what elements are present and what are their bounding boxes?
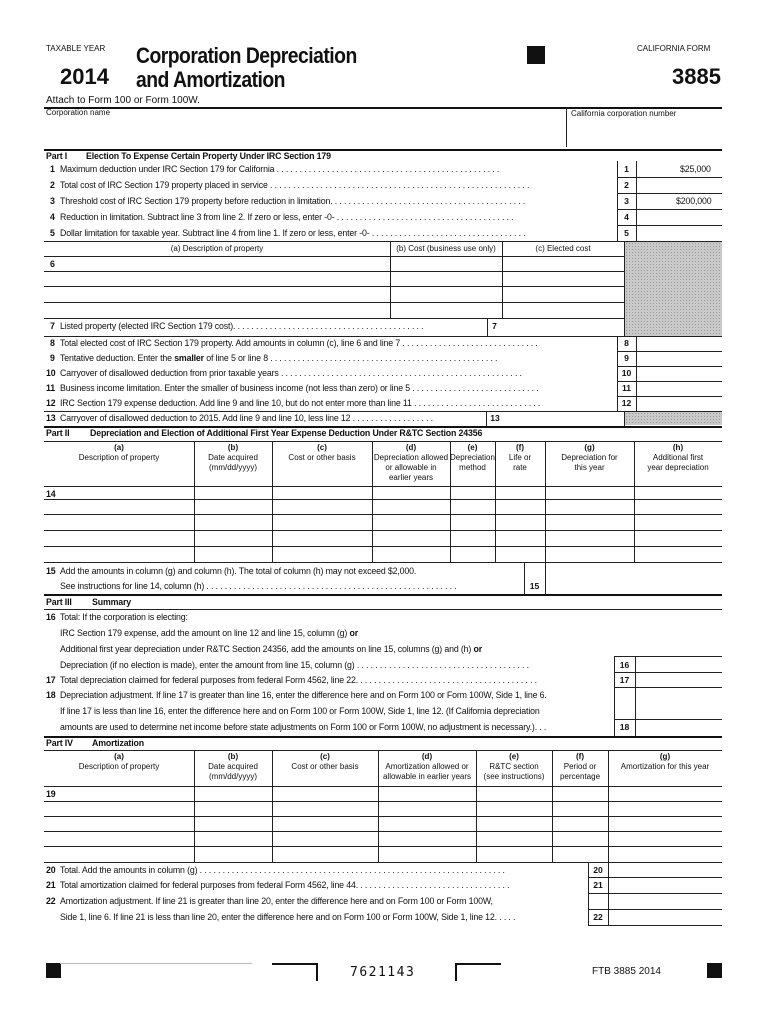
line9-box: 9 <box>624 353 629 363</box>
california-form-label: CALIFORNIA FORM <box>637 44 711 53</box>
form-number: 3885 <box>672 64 721 89</box>
part4-col-header-4 <box>476 752 552 782</box>
corporation-number-field[interactable] <box>568 118 722 146</box>
shaded-area-line6-7 <box>625 242 722 336</box>
line12-box: 12 <box>621 398 632 408</box>
line16-amount[interactable] <box>637 657 722 672</box>
line8-box: 8 <box>624 338 629 348</box>
line13-box: 13 <box>490 413 500 423</box>
part2-col-label: Description of property <box>78 453 160 462</box>
part2-col-header-4 <box>450 443 495 473</box>
line21-amount[interactable] <box>610 878 722 893</box>
part4-col-letter: (a) <box>114 752 124 761</box>
part4-col-letter: (g) <box>659 752 671 761</box>
line3-box: 3 <box>624 196 629 206</box>
part4-col-letter: (d) <box>421 752 433 761</box>
part2-col-letter: (f) <box>516 443 524 452</box>
line21-num: 21 <box>46 880 56 890</box>
line15-box: 15 <box>529 581 540 591</box>
footer-registration-mark-left <box>46 963 61 978</box>
line22-box: 22 <box>593 912 603 922</box>
p1-col-b-header: (b) Cost (business use only) <box>396 244 496 253</box>
line22-amount[interactable] <box>610 910 722 925</box>
part2-title: Part II <box>46 428 70 438</box>
line18-num: 18 <box>46 690 56 700</box>
line12-text: IRC Section 179 expense deduction. Add line 9 and line 10, but do not enter more than line 11 . . . . . . . . . . . . . . . . . . . . . . . . . . . . <box>60 398 541 408</box>
part2-col-header-7 <box>634 443 722 473</box>
part4-col-label: Cost or other basis <box>291 762 359 771</box>
line9-amount[interactable] <box>637 352 722 366</box>
form-title-line2: and Amortization <box>136 67 285 92</box>
line7-num: 7 <box>50 321 55 331</box>
line4-box: 4 <box>624 212 629 222</box>
line17-box: 17 <box>619 675 630 685</box>
corporation-name-field[interactable] <box>46 118 564 146</box>
part4-heading: Amortization <box>92 738 144 748</box>
barcode-number: 7621143 <box>350 965 416 980</box>
line7-text: Listed property (elected IRC Section 179 cost). . . . . . . . . . . . . . . . . . . . . . . . . . . . . . . . . . . . . . . . . . <box>60 321 424 331</box>
part1-heading: Election To Expense Certain Property Under IRC Section 179 <box>86 151 331 161</box>
line18-text3: amounts are used to determine net income before state adjustments on Form 100 or Form 100W, no adjustment is necessary.). . . <box>60 722 547 732</box>
line15-text2: See instructions for line 14, column (h) . . . . . . . . . . . . . . . . . . . . . . . . . . . . . . . . . . . . . . . . . . . . . . . . . . . . . . . <box>60 581 457 591</box>
line15-num: 15 <box>46 566 56 576</box>
part2-col-label: Cost or other basis <box>288 453 356 462</box>
line17-num: 17 <box>46 675 56 685</box>
part2-col-label: Depreciation method <box>450 453 495 472</box>
line2-amount[interactable] <box>637 178 722 193</box>
line1-value: $25,000 <box>680 164 711 174</box>
line10-text: Carryover of disallowed deduction from prior taxable years . . . . . . . . . . . . . . . . . . . . . . . . . . . . . . . . . . . . . . . . . . . . . . . . . . . . . <box>60 368 522 378</box>
line10-num: 10 <box>46 368 56 378</box>
line20-amount[interactable] <box>610 863 722 877</box>
line21-text: Total amortization claimed for federal purposes from federal Form 4562, line 44. . . . . . . . . . . . . . . . . . . . . . . . . . . . . . . . . . <box>60 880 510 890</box>
part4-col-letter: (e) <box>509 752 519 761</box>
line5-amount[interactable] <box>637 226 722 241</box>
line3-text: Threshold cost of IRC Section 179 property before reduction in limitation. . . . . . . . . . . . . . . . . . . . . . . . . . . . . . . . . . . . . . . . . . . <box>60 196 526 206</box>
line14-num: 14 <box>46 489 56 499</box>
part4-col-letter: (c) <box>320 752 330 761</box>
line22-text1: Amortization adjustment. If line 21 is greater than line 20, enter the difference here and on Form 100 or Form 100W, <box>60 896 493 906</box>
line18-text2: If line 17 is less than line 16, enter the difference here and on Form 100 or Form 100W, Side 1, line 12. (If California depreciation <box>60 706 540 716</box>
taxable-year-label: TAXABLE YEAR <box>46 44 106 53</box>
line16-text3: Additional first year depreciation under R&TC Section 24356, add the amounts on line 15, columns (g) and (h) or <box>60 644 482 654</box>
footer-registration-mark-right <box>707 963 722 978</box>
line8-amount[interactable] <box>637 337 722 351</box>
footer-form-id: FTB 3885 2014 <box>592 966 661 977</box>
line20-text: Total. Add the amounts in column (g) . . . . . . . . . . . . . . . . . . . . . . . . . . . . . . . . . . . . . . . . . . . . . . . . . . . . . . . . . . . . . . . . . . . <box>60 865 505 875</box>
line18-box: 18 <box>619 722 630 732</box>
line21-box: 21 <box>593 880 603 890</box>
line1-text: Maximum deduction under IRC Section 179 for California . . . . . . . . . . . . . . . . . . . . . . . . . . . . . . . . . . . . . . . . . . . . . . . . . <box>60 164 500 174</box>
part3-heading: Summary <box>92 597 132 607</box>
part2-col-label: Depreciation for this year <box>561 453 618 472</box>
part2-col-header-5 <box>495 443 545 473</box>
line14-row1-date[interactable] <box>196 500 270 514</box>
line6-num: 6 <box>50 259 55 269</box>
part4-col-label: Date acquired (mm/dd/yyyy) <box>208 762 258 781</box>
line5-num: 5 <box>50 228 55 238</box>
part2-col-header-0 <box>44 443 194 463</box>
part4-col-label: Description of property <box>78 762 160 771</box>
line5-box: 5 <box>624 228 629 238</box>
corporation-name-label: Corporation name <box>46 108 111 117</box>
line16-text1: Total: If the corporation is electing: <box>60 612 188 622</box>
part4-col-header-3 <box>378 752 476 782</box>
shaded-area-line13 <box>625 412 722 425</box>
part4-col-letter: (b) <box>227 752 239 761</box>
line11-num: 11 <box>46 383 55 393</box>
part4-col-header-0 <box>44 752 194 772</box>
line22-num: 22 <box>46 896 56 906</box>
part2-col-header-1 <box>194 443 272 473</box>
line20-box: 20 <box>593 865 603 875</box>
part4-col-label: Amortization for this year <box>620 762 710 771</box>
part2-heading: Depreciation and Election of Additional First Year Expense Deduction Under R&TC Section 24356 <box>90 428 483 438</box>
tax-year: 2014 <box>60 64 109 89</box>
part2-col-header-2 <box>272 443 372 463</box>
line16-num: 16 <box>46 612 56 622</box>
line16-box: 16 <box>619 660 630 670</box>
line13-text: Carryover of disallowed deduction to 2015. Add line 9 and line 10, less line 12 . . . . . . . . . . . . . . . . . . <box>60 413 433 423</box>
part4-col-label: Amortization allowed or allowable in earlier years <box>382 762 472 781</box>
part2-col-label: Depreciation allowed or allowable in earlier years <box>373 453 449 482</box>
line19-num: 19 <box>46 789 56 799</box>
line5-text: Dollar limitation for taxable year. Subtract line 4 from line 1. If zero or less, enter -0- . . . . . . . . . . . . . . . . . . . . . . . . . . . . . . . . . . <box>60 228 526 238</box>
line9-num: 9 <box>50 353 55 363</box>
line15-col-h-amount[interactable] <box>636 578 722 593</box>
part3-title: Part III <box>46 597 72 607</box>
line2-num: 2 <box>50 180 55 190</box>
line20-num: 20 <box>46 865 56 875</box>
line16-text4: Depreciation (if no election is made), enter the amount from line 15, column (g) . . . . . . . . . . . . . . . . . . . . . . . . . . . . . . . . . . . . . . <box>60 660 529 670</box>
line9-text: Tentative deduction. Enter the smaller of line 5 or line 8 . . . . . . . . . . . . . . . . . . . . . . . . . . . . . . . . . . . . . . . . . . . . . . . . . . <box>60 353 498 363</box>
part2-col-letter: (a) <box>114 443 124 452</box>
line6-row1-description[interactable] <box>60 257 388 271</box>
line15-text1: Add the amounts in column (g) and column (h). The total of column (h) may not exceed $2,000. <box>60 566 417 576</box>
part4-title: Part IV <box>46 738 73 748</box>
line6-row1-elected[interactable] <box>504 257 622 271</box>
p1-col-a-header: (a) Description of property <box>170 244 264 253</box>
part4-col-header-1 <box>194 752 272 782</box>
part4-col-header-5 <box>552 752 608 782</box>
line17-amount[interactable] <box>637 673 722 687</box>
part2-col-letter: (b) <box>227 443 239 452</box>
line22-text2: Side 1, line 6. If line 21 is less than line 20, enter the difference here and on Form 100 or Form 100W, Side 1, line 12. . . . . <box>60 912 516 922</box>
line3-value: $200,000 <box>676 196 712 206</box>
part4-col-header-2 <box>272 752 378 772</box>
line14-row1-description[interactable] <box>46 500 194 514</box>
line19-row1-description[interactable] <box>46 802 192 816</box>
part2-col-label: Date acquired (mm/dd/yyyy) <box>208 453 258 472</box>
part2-col-letter: (e) <box>467 443 478 452</box>
line7-box: 7 <box>492 321 497 331</box>
line1-box: 1 <box>624 164 629 174</box>
line8-num: 8 <box>50 338 55 348</box>
line10-amount[interactable] <box>637 367 722 381</box>
line4-amount[interactable] <box>637 210 722 225</box>
part2-col-letter: (d) <box>405 443 417 452</box>
part2-col-header-3 <box>372 443 450 483</box>
part4-col-label: Period or percentage <box>559 762 601 781</box>
line10-box: 10 <box>621 368 632 378</box>
part4-col-header-6 <box>608 752 722 772</box>
part2-col-header-6 <box>545 443 634 473</box>
line11-text: Business income limitation. Enter the smaller of business income (not less than zero) or line 5 . . . . . . . . . . . . . . . . . . . . . . . . . . . . <box>60 383 539 393</box>
line11-box: 11 <box>621 383 632 393</box>
corporation-number-label: California corporation number <box>571 109 677 118</box>
part2-col-letter: (h) <box>672 443 684 452</box>
line13-num: 13 <box>46 413 56 423</box>
part1-title: Part I <box>46 151 68 161</box>
part4-col-label: R&TC section (see instructions) <box>483 762 545 781</box>
line16-text2: IRC Section 179 expense, add the amount on line 12 and line 15, column (g) or <box>60 628 359 638</box>
line4-num: 4 <box>50 212 55 222</box>
footer-crop-mark-left <box>272 963 318 981</box>
line18-text1: Depreciation adjustment. If line 17 is greater than line 16, enter the difference here and on Form 100 or Form 100W, Side 1, line 6. <box>60 690 547 700</box>
line2-text: Total cost of IRC Section 179 property placed in service . . . . . . . . . . . . . . . . . . . . . . . . . . . . . . . . . . . . . . . . . . . . . . . . . . . . . . . . . <box>60 180 530 190</box>
part2-col-label: Additional first year depreciation <box>647 453 709 472</box>
part2-col-letter: (c) <box>317 443 327 452</box>
footer-crop-mark-right <box>455 963 501 981</box>
line4-text: Reduction in limitation. Subtract line 3 from line 2. If zero or less, enter -0- . . . . . . . . . . . . . . . . . . . . . . . . . . . . . . . . . . . . . . . <box>60 212 514 222</box>
part2-col-letter: (g) <box>584 443 595 452</box>
line18-amount[interactable] <box>637 720 722 735</box>
registration-mark <box>527 46 545 64</box>
line2-box: 2 <box>624 180 629 190</box>
part4-col-letter: (f) <box>576 752 584 761</box>
line12-amount[interactable] <box>637 397 722 411</box>
line17-text: Total depreciation claimed for federal purposes from federal Form 4562, line 22. . . . . . . . . . . . . . . . . . . . . . . . . . . . . . . . . . . . . . . . <box>60 675 537 685</box>
line11-amount[interactable] <box>637 382 722 396</box>
line12-num: 12 <box>46 398 56 408</box>
line15-col-g-amount[interactable] <box>547 578 631 593</box>
line6-row1-cost[interactable] <box>392 257 500 271</box>
p1-col-c-header: (c) Elected cost <box>535 244 591 253</box>
part2-col-label: Life or rate <box>508 453 532 472</box>
attach-instruction: Attach to Form 100 or Form 100W. <box>46 95 200 106</box>
line3-num: 3 <box>50 196 55 206</box>
form-title-line1: Corporation Depreciation <box>136 43 357 68</box>
line8-text: Total elected cost of IRC Section 179 property. Add amounts in column (c), line 6 and line 7 . . . . . . . . . . . . . . . . . . . . . . . . . . . . . . <box>60 338 538 348</box>
line1-num: 1 <box>50 164 55 174</box>
